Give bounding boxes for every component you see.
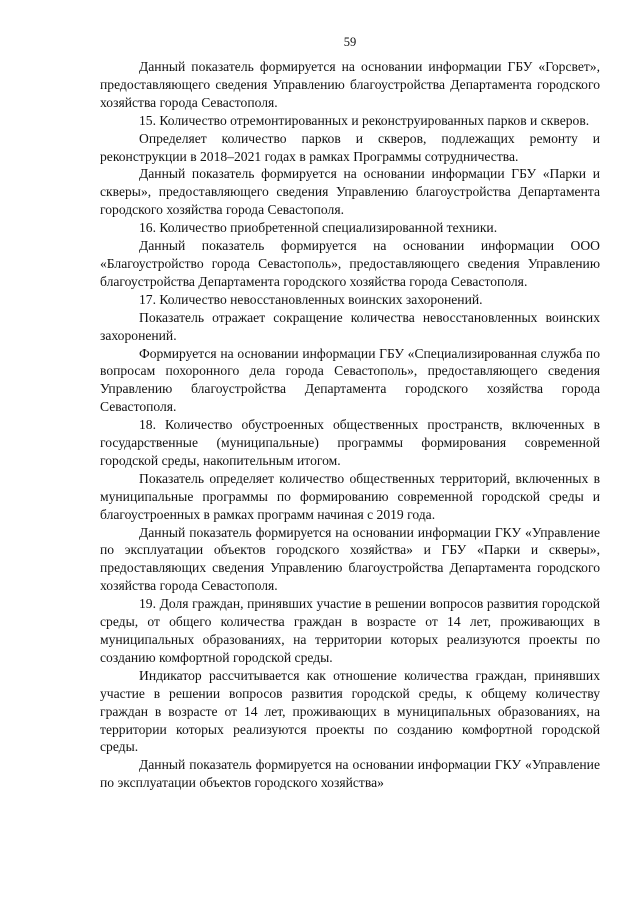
page-number: 59 [343, 35, 357, 49]
paragraph: 19. Доля граждан, принявших участие в решении вопросов развития городской среды, от общего количества граждан в возрасте от 14 лет, проживающих в муниципальных образованиях, на территории которых реализуются проекты по созданию комфортной городской среды. [100, 596, 600, 665]
paragraph: Данный показатель формируется на основании информации ГКУ «Управление по эксплуатации объектов городского хозяйства» и ГБУ «Парки и скверы», предоставляющих сведения Управлению благоустройства Департамента городского хозяйства города Севастополя. [100, 524, 600, 594]
paragraph: Показатель отражает сокращение количества невосстановленных воинских захоронений. [100, 309, 600, 343]
paragraph: Данный показатель формируется на основании информации ГБУ «Парки и скверы», предоставляющего сведения Управлению благоустройства Департамента городского хозяйства города Севастополя. [100, 166, 600, 218]
paragraph: 16. Количество приобретенной специализированной техники. [139, 220, 498, 236]
paragraph: 17. Количество невосстановленных воинских захоронений. [139, 291, 483, 307]
paragraph: Данный показатель формируется на основании информации ГКУ «Управление по эксплуатации объектов городского хозяйства» [100, 757, 600, 791]
paragraph: Индикатор рассчитывается как отношение количества граждан, принявших участие в решении вопросов развития городской среды, к общему количеству граждан в возрасте от 14 лет, проживающих в муниципальных образованиях, на территории которых реализуются проекты по созданию комфортной городской среды. [100, 667, 600, 755]
paragraph: 18. Количество обустроенных общественных пространств, включенных в государственные (муниципальные) программы формирования современной городской среды, накопительным итогом. [100, 417, 600, 468]
paragraph: Данный показатель формируется на основании информации ГБУ «Горсвет», предоставляющего сведения Управлению благоустройства Департамента городского хозяйства города Севастополя. [100, 59, 600, 110]
paragraph: Данный показатель формируется на основании информации ООО «Благоустройство города Севастополь», предоставляющего сведения Управлению благоустройства Департамента городского хозяйства города Севастополя. [100, 238, 600, 289]
paragraph: 15. Количество отремонтированных и реконструированных парков и скверов. [139, 112, 590, 128]
paragraph: Определяет количество парков и скверов, подлежащих ремонту и реконструкции в 2018–2021 годах в рамках Программы сотрудничества. [100, 130, 600, 164]
paragraph: Формируется на основании информации ГБУ «Специализированная служба по вопросам похоронного дела города Севастополь», предоставляющего сведения Управлению благоустройства Департамента городского хозяйства города Севастополя. [100, 345, 600, 415]
paragraph: Показатель определяет количество общественных территорий, включенных в муниципальные программы по формированию современной городской среды и благоустроенных в рамках программ начиная с 2019 года. [100, 470, 600, 522]
document-body [100, 58, 600, 792]
